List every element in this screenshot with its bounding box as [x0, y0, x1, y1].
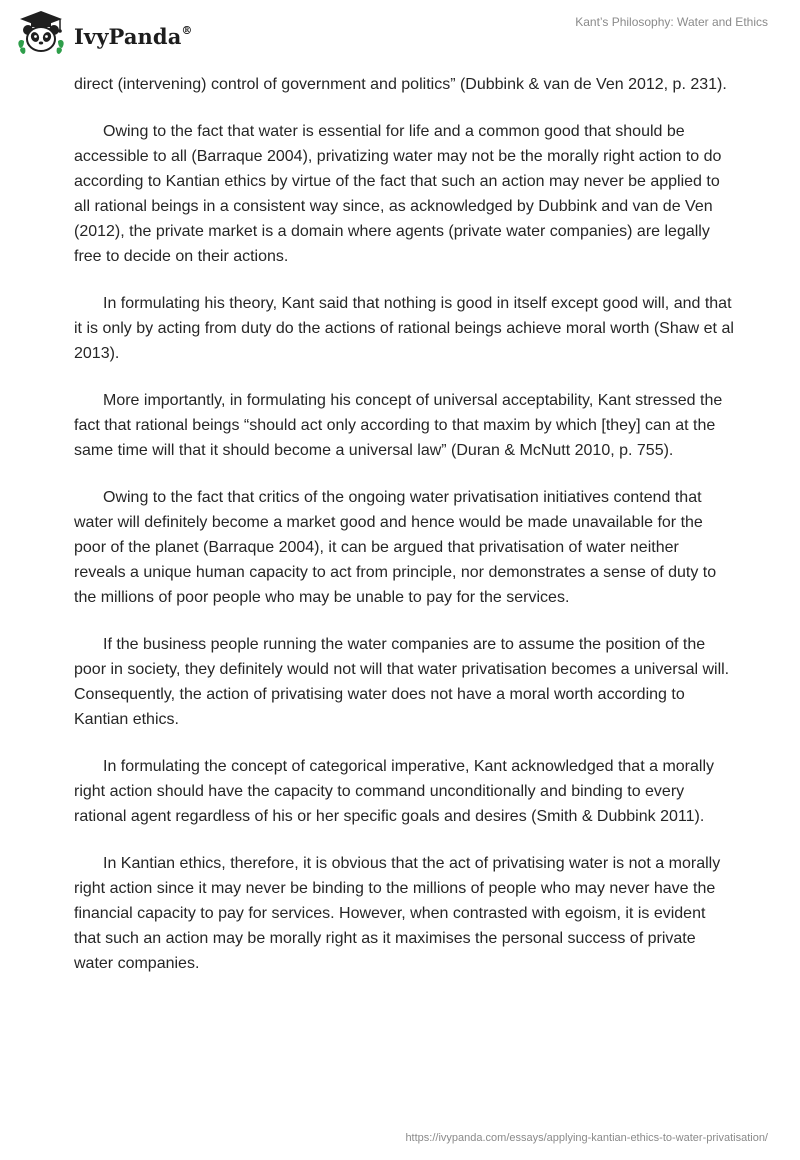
paragraph: direct (intervening) control of government and politics” (Dubbink & van de Ven 2012, p. 231). — [74, 76, 727, 93]
paragraph: In formulating the concept of categorical imperative, Kant acknowledged that a morally right action should have the capacity to command unconditionally and binding to every rational agent regardless of his or her specific goals and desires (Smith & Dubbink 2011). — [74, 758, 714, 825]
paragraph: If the business people running the water companies are to assume the position of the poor in society, they definitely would not will that water privatisation becomes a universal will. Consequently, the action of privatising water does not have a moral worth according to Kantian ethics. — [74, 636, 730, 728]
brand-name-text: IvyPanda — [74, 23, 182, 49]
paragraph: Owing to the fact that water is essential for life and a common good that should be accessible to all (Barraque 2004), privatizing water may not be the morally right action to do according to Kantian ethics by virtue of the fact that such an action may never be applied to all rational beings in a consistent way since, as acknowledged by Dubbink and van de Ven (2012), the private market is a domain where agents (private water companies) are legally free to decide on their actions. — [74, 123, 722, 265]
paragraph: More importantly, in formulating his concept of universal acceptability, Kant stressed the fact that rational beings “should act only according to that maxim by which [they] can at the same time will that it should become a universal law” (Duran & McNutt 2010, p. 755). — [74, 392, 723, 459]
source-url[interactable]: https://ivypanda.com/essays/applying-kantian-ethics-to-water-privatisation/ — [405, 1132, 768, 1144]
brand-name — [74, 24, 193, 49]
paragraph: In formulating his theory, Kant said that nothing is good in itself except good will, and that it is only by acting from duty do the actions of rational beings achieve moral worth (Shaw et al 2013). — [74, 295, 734, 362]
panda-graduate-logo-icon — [14, 8, 68, 58]
paragraph: Owing to the fact that critics of the ongoing water privatisation initiatives contend that water will definitely become a market good and hence would be made unavailable for the poor of the planet (Barraque 2004), it can be argued that privatisation of water neither reveals a unique human capacity to act from principle, nor demonstrates a sense of duty to the millions of poor people who may be unable to pay for the services. — [74, 489, 717, 606]
registered-mark: ® — [181, 23, 193, 37]
essay-body — [74, 72, 734, 998]
document-title: Kant’s Philosophy: Water and Ethics — [575, 15, 768, 29]
page-header — [0, 0, 800, 70]
ivypanda-logo[interactable] — [14, 8, 193, 58]
paragraph: In Kantian ethics, therefore, it is obvious that the act of privatising water is not a morally right action since it may never be binding to the millions of people who may never have the financial capacity to pay for services. However, when contrasted with egoism, it is evident that such an action may be morally right as it maximises the personal success of private water companies. — [74, 855, 721, 972]
